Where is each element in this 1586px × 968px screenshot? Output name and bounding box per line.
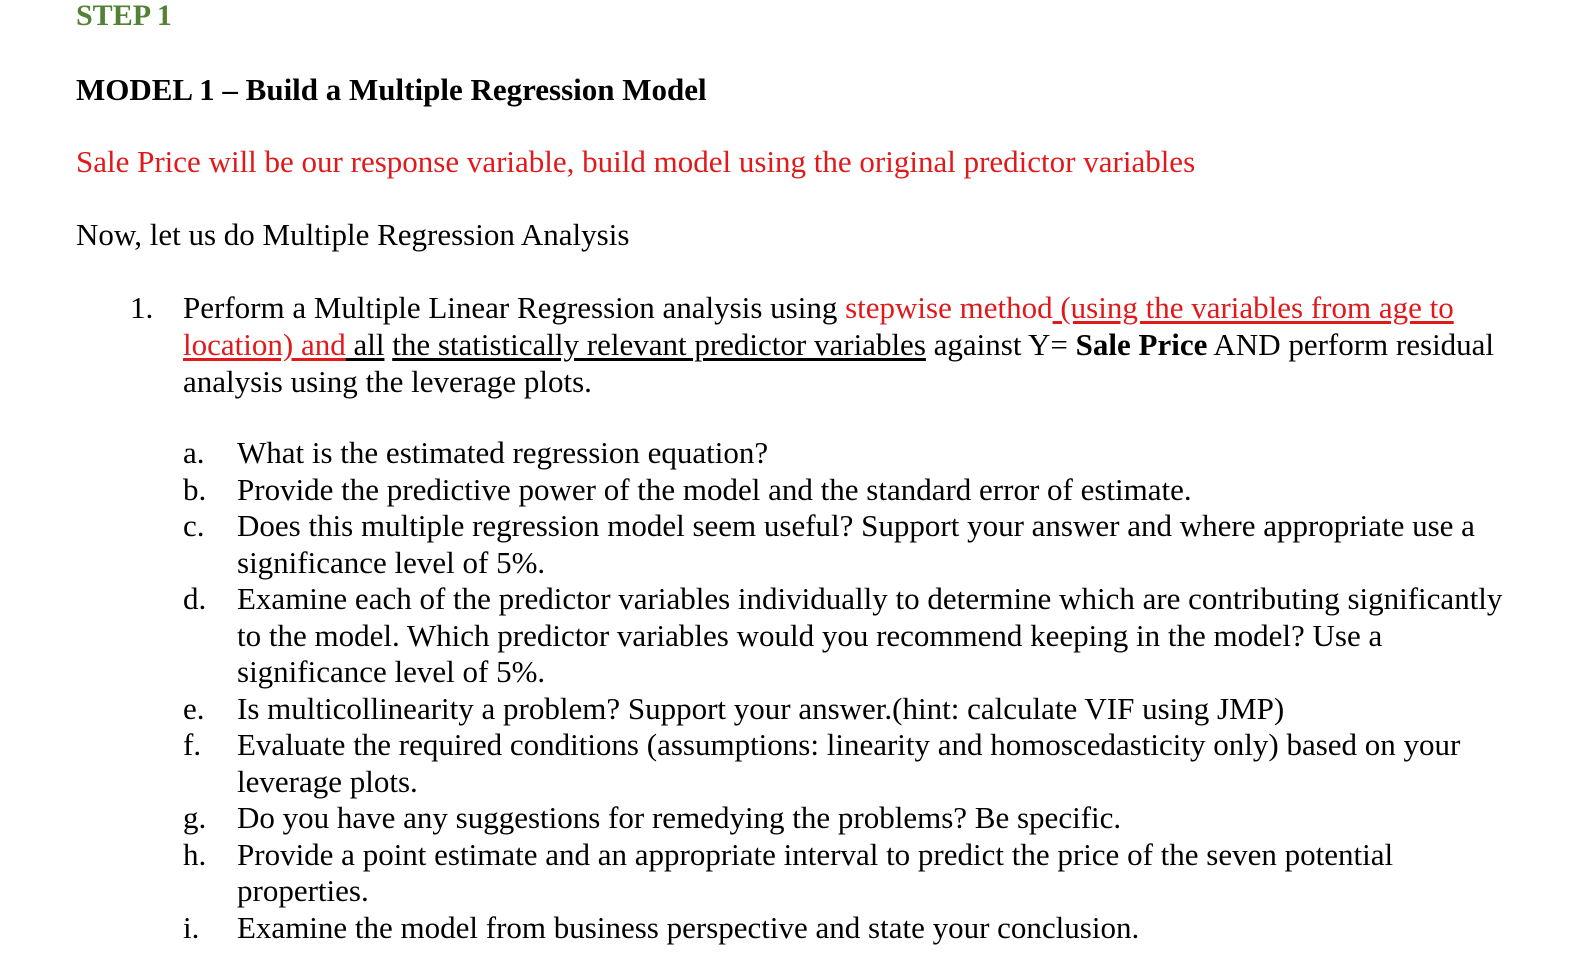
variables-range-text: (using the variables from age to location) (183, 290, 1454, 362)
sub-question-a (183, 435, 1503, 472)
question-text-part1: Perform a Multiple Linear Regression analysis using (183, 290, 846, 325)
sale-price-bold: Sale Price (1075, 327, 1208, 362)
response-variable-note: Sale Price will be our response variable, build model using the original predictor variables (76, 144, 1196, 179)
sub-question-f (183, 727, 1503, 800)
sub-question-letter: e. (183, 690, 205, 726)
sub-question-text: Provide a point estimate and an appropriate interval to predict the price of the seven potential properties. (237, 836, 1394, 908)
sub-question-text: Provide the predictive power of the model and the standard error of estimate. (237, 471, 1192, 507)
sub-question-letter: i. (183, 909, 200, 945)
sub-question-c (183, 508, 1503, 581)
sub-question-letter: f. (183, 727, 202, 762)
sub-question-letter: b. (183, 471, 207, 507)
sub-question-h (183, 837, 1503, 910)
sub-question-text: What is the estimated regression equation? (237, 435, 769, 470)
sub-question-text: Is multicollinearity a problem? Support your answer.(hint: calculate VIF using JMP) (237, 690, 1285, 726)
sub-question-text: Examine the model from business perspective and state your conclusion. (237, 909, 1140, 945)
sub-question-list (183, 435, 1503, 946)
sub-question-g (183, 800, 1503, 837)
sub-question-letter: c. (183, 508, 205, 543)
sub-question-letter: g. (183, 800, 207, 835)
sub-question-e (183, 691, 1503, 728)
sub-question-text: Do you have any suggestions for remedying the problems? Be specific. (237, 800, 1122, 835)
sub-question-text: Evaluate the required conditions (assumptions: linearity and homoscedasticity only) based on your leverage plots. (237, 727, 1461, 799)
sub-question-letter: h. (183, 836, 207, 872)
sub-question-letter: a. (183, 435, 205, 470)
question-text-part2: against Y= (925, 327, 1076, 362)
relevant-variables-text: the statistically relevant predictor variables (392, 327, 926, 362)
sub-question-d (183, 581, 1503, 691)
sub-question-i (183, 910, 1503, 947)
step-heading: STEP 1 (76, 0, 172, 32)
and-text: and (300, 327, 346, 362)
intro-text: Now, let us do Multiple Regression Analysis (76, 217, 630, 252)
model-title: MODEL 1 – Build a Multiple Regression Model (76, 72, 707, 107)
question-1 (130, 289, 1510, 400)
stepwise-method-text: stepwise method (845, 290, 1053, 325)
question-text-part3: AND perform residual analysis using the leverage plots. (183, 327, 1495, 399)
sub-question-text: Examine each of the predictor variables individually to determine which are contributing significantly to the model. Which predictor variables would you recommend keeping in the model? Use a significance level of 5%. (237, 581, 1503, 689)
sub-question-letter: d. (183, 581, 207, 616)
question-body (183, 289, 1510, 400)
question-number: 1. (130, 290, 154, 325)
sub-question-text: Does this multiple regression model seem useful? Support your answer and where appropriate use a significance level of 5%. (237, 508, 1475, 580)
all-text: all (353, 327, 385, 362)
sub-question-b (183, 472, 1503, 509)
